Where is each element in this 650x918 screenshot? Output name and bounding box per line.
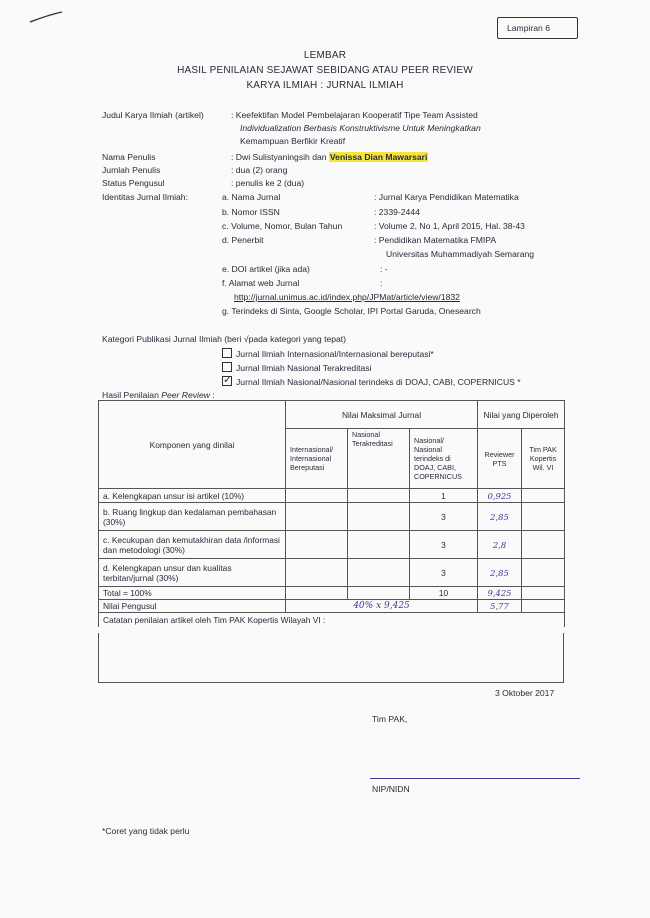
footnote: *Coret yang tidak perlu xyxy=(102,826,190,836)
nama-penulis-1: : Dwi Sulistyaningsih dan xyxy=(231,152,329,162)
kategori-option-terakreditasi-label: Jurnal Ilmiah Nasional Terakreditasi xyxy=(236,363,372,373)
row-nilai: 2,8 xyxy=(478,531,522,559)
row-nas xyxy=(348,503,410,531)
lampiran-label: Lampiran 6 xyxy=(497,17,578,39)
row-maks: 3 xyxy=(410,531,478,559)
judul-value-3: Kemampuan Berfikir Kreatif xyxy=(240,136,346,146)
row-maks: 3 xyxy=(410,559,478,587)
pengusul-formula: 40% x 9,425 xyxy=(286,600,478,613)
row-int xyxy=(286,559,348,587)
nilai-diperoleh-header: Nilai yang Diperoleh xyxy=(478,401,565,429)
table-row xyxy=(99,531,565,559)
tim-pak-label: Tim PAK, xyxy=(372,714,408,724)
hasil-label: Hasil Penilaian Peer Review : xyxy=(102,390,215,400)
identitas-value-d: : Pendidikan Matematika FMIPA xyxy=(374,235,497,245)
col-reviewer: Reviewer PTS xyxy=(478,429,522,489)
doi-value: : - xyxy=(380,264,388,274)
status-label: Status Pengusul xyxy=(102,178,165,188)
row-int xyxy=(286,503,348,531)
title-lembar: LEMBAR xyxy=(303,50,347,61)
alamat-colon: : xyxy=(380,278,383,288)
row-timpak xyxy=(522,503,565,531)
total-nas xyxy=(348,587,410,600)
kategori-option-internasional-label: Jurnal Ilmiah Internasional/Internasional bereputasi* xyxy=(236,349,434,359)
pen-scribble xyxy=(28,10,64,24)
nilai-maks-header: Nilai Maksimal Jurnal xyxy=(286,401,478,429)
catatan-box[interactable] xyxy=(98,633,564,683)
col-timpak: Tim PAK Kopertis Wil. VI xyxy=(522,429,565,489)
kategori-label: Kategori Publikasi Jurnal Ilmiah (beri √pada kategori yang tepat) xyxy=(102,334,347,344)
date-text: 3 Oktober 2017 xyxy=(495,688,555,698)
alamat-url-link[interactable]: http://jurnal.unimus.ac.id/index.php/JPMat/article/view/1832 xyxy=(234,292,460,302)
row-nas xyxy=(348,531,410,559)
pengusul-timpak xyxy=(522,600,565,613)
komponen-header: Komponen yang dinilai xyxy=(99,401,286,489)
row-int xyxy=(286,489,348,503)
checkbox-terakreditasi[interactable] xyxy=(222,362,232,372)
nama-highlight: Venissa Dian Mawarsari xyxy=(329,152,428,162)
col-nasional: Nasional Terakreditasi xyxy=(348,429,410,489)
total-nilai: 9,425 xyxy=(478,587,522,600)
row-komponen: b. Ruang lingkup dan kedalaman pembahasan (30%) xyxy=(99,503,286,531)
status-value: : penulis ke 2 (dua) xyxy=(231,178,305,188)
total-int xyxy=(286,587,348,600)
judul-value-2: Individualization Berbasis Konstruktivisme Untuk Meningkatkan xyxy=(240,123,481,133)
row-timpak xyxy=(522,531,565,559)
nip-label: NIP/NIDN xyxy=(372,784,410,794)
row-int xyxy=(286,531,348,559)
identitas-value-b: : 2339-2444 xyxy=(374,207,420,217)
identitas-value-a: : Jurnal Karya Pendidikan Matematika xyxy=(374,192,519,202)
total-row xyxy=(99,587,565,600)
row-maks: 3 xyxy=(410,503,478,531)
pengusul-nilai: 5,77 xyxy=(478,600,522,613)
alamat-label: f. Alamat web Jurnal xyxy=(222,278,300,288)
signature-line xyxy=(370,778,580,779)
row-komponen: d. Kelengkapan unsur dan kualitas terbitan/jurnal (30%) xyxy=(99,559,286,587)
jumlah-label: Jumlah Penulis xyxy=(102,165,161,175)
kategori-option-terindeks[interactable] xyxy=(222,376,521,387)
checkbox-internasional[interactable] xyxy=(222,348,232,358)
title-hasil: HASIL PENILAIAN SEJAWAT SEBIDANG ATAU PEER REVIEW xyxy=(177,65,473,76)
row-komponen: c. Kecukupan dan kemutakhiran data /informasi dan metodologi (30%) xyxy=(99,531,286,559)
identitas-key-d: d. Penerbit xyxy=(222,235,264,245)
kategori-option-internasional[interactable] xyxy=(222,348,434,359)
penerbit-line-2: Universitas Muhammadiyah Semarang xyxy=(386,249,535,259)
terindeks-line: g. Terindeks di Sinta, Google Scholar, IPI Portal Garuda, Onesearch xyxy=(222,306,481,316)
doi-label: e. DOI artikel (jika ada) xyxy=(222,264,310,274)
identitas-value-c: : Volume 2, No 1, April 2015, Hal. 38-43 xyxy=(374,221,525,231)
row-nilai: 0,925 xyxy=(478,489,522,503)
kategori-option-terakreditasi[interactable] xyxy=(222,362,372,373)
total-timpak xyxy=(522,587,565,600)
table-row xyxy=(99,559,565,587)
title-karya: KARYA ILMIAH : JURNAL ILMIAH xyxy=(246,80,404,91)
row-nas xyxy=(348,489,410,503)
table-row xyxy=(99,489,565,503)
score-table xyxy=(98,400,565,627)
row-nas xyxy=(348,559,410,587)
judul-value-1: : Keefektifan Model Pembelajaran Kooperatif Tipe Team Assisted xyxy=(231,110,478,120)
identitas-label: Identitas Jurnal Ilmiah: xyxy=(102,192,188,202)
row-maks: 1 xyxy=(410,489,478,503)
row-nilai: 2,85 xyxy=(478,559,522,587)
identitas-key-a: a. Nama Jurnal xyxy=(222,192,281,202)
total-label: Total = 100% xyxy=(99,587,286,600)
identitas-key-c: c. Volume, Nomor, Bulan Tahun xyxy=(222,221,343,231)
col-internasional: Internasional/ Internasional Bereputasi xyxy=(286,429,348,489)
jumlah-value: : dua (2) orang xyxy=(231,165,288,175)
row-timpak xyxy=(522,489,565,503)
pengusul-row xyxy=(99,600,565,613)
nama-label: Nama Penulis xyxy=(102,152,156,162)
catatan-label: Catatan penilaian artikel oleh Tim PAK Kopertis Wilayah VI : xyxy=(99,613,565,627)
row-nilai: 2,85 xyxy=(478,503,522,531)
pengusul-label: Nilai Pengusul xyxy=(99,600,286,613)
table-row xyxy=(99,503,565,531)
kategori-option-terindeks-label: Jurnal Ilmiah Nasional/Nasional terindeks di DOAJ, CABI, COPERNICUS * xyxy=(236,377,521,387)
checkbox-terindeks-checked[interactable] xyxy=(222,376,232,386)
col-nasional-terindeks: Nasional/ Nasional terindeks di DOAJ, CABI, COPERNICUS xyxy=(410,429,478,489)
total-maks: 10 xyxy=(410,587,478,600)
identitas-key-b: b. Nomor ISSN xyxy=(222,207,280,217)
row-timpak xyxy=(522,559,565,587)
row-komponen: a. Kelengkapan unsur isi artikel (10%) xyxy=(99,489,286,503)
nama-value xyxy=(231,152,428,162)
judul-label: Judul Karya Ilmiah (artikel) xyxy=(102,110,204,120)
